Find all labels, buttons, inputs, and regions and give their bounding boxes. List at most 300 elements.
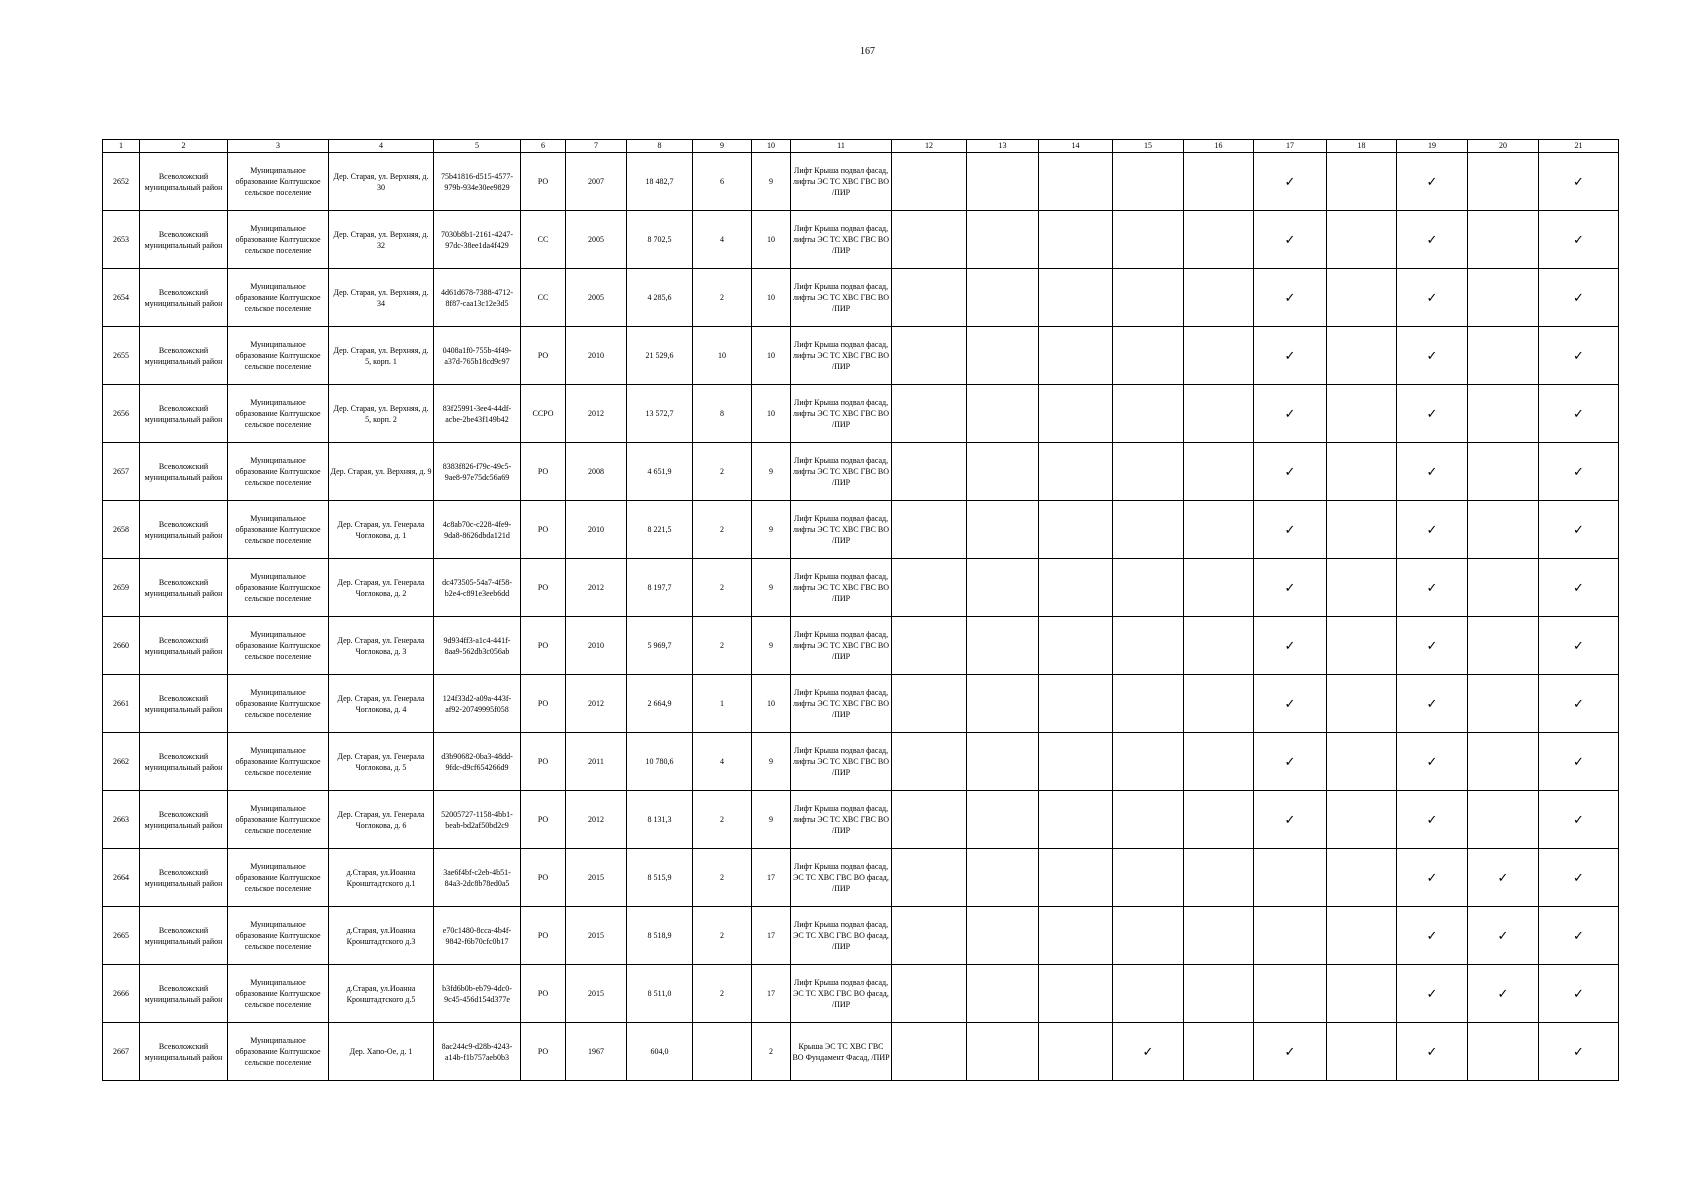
year-cell: 1967 — [566, 1023, 627, 1081]
works-cell: Лифт Крыша подвал фасад, ЭС ТС ХВС ГВС ВО фасад, /ПИР — [791, 907, 892, 965]
area-cell: 13 572,7 — [627, 385, 693, 443]
col12-cell — [892, 617, 967, 675]
col16-cell — [1184, 385, 1254, 443]
col19-cell — [1397, 791, 1468, 849]
check-mark-icon: ✓ — [1284, 347, 1296, 363]
col21-cell — [1539, 559, 1619, 617]
col16-cell — [1184, 269, 1254, 327]
settlement-cell: Муниципальное образование Колтушское сельское поселение — [228, 327, 329, 385]
district-cell: Всеволожский муниципальный район — [140, 269, 228, 327]
col13-cell — [967, 1023, 1039, 1081]
table-row — [103, 153, 1619, 211]
area-cell: 8 131,3 — [627, 791, 693, 849]
col18-cell — [1327, 733, 1397, 791]
col21-cell — [1539, 211, 1619, 269]
year-cell: 2012 — [566, 385, 627, 443]
col10-cell: 2 — [752, 1023, 791, 1081]
year-cell: 2007 — [566, 153, 627, 211]
col16-cell — [1184, 153, 1254, 211]
check-mark-icon: ✓ — [1284, 289, 1296, 305]
col13-cell — [967, 849, 1039, 907]
col18-cell — [1327, 211, 1397, 269]
table-row — [103, 501, 1619, 559]
col21-cell — [1539, 1023, 1619, 1081]
district-cell: Всеволожский муниципальный район — [140, 501, 228, 559]
col16-cell — [1184, 907, 1254, 965]
col9-cell: 2 — [693, 907, 752, 965]
area-cell: 4 285,6 — [627, 269, 693, 327]
register-table — [102, 139, 1619, 1081]
works-cell: Лифт Крыша подвал фасад, лифты ЭС ТС ХВС ГВС ВО /ПИР — [791, 791, 892, 849]
check-mark-icon: ✓ — [1426, 231, 1438, 247]
row-number: 2664 — [103, 849, 140, 907]
col13-cell — [967, 791, 1039, 849]
works-cell: Лифт Крыша подвал фасад, лифты ЭС ТС ХВС ГВС ВО /ПИР — [791, 617, 892, 675]
col15-cell — [1113, 791, 1184, 849]
col20-cell — [1468, 501, 1539, 559]
house-id-cell: 4c8ab70c-c228-4fe9-9da8-8626dbda121d — [434, 501, 521, 559]
col15-cell — [1113, 443, 1184, 501]
year-cell: 2015 — [566, 965, 627, 1023]
col14-cell — [1039, 617, 1113, 675]
col15-cell — [1113, 559, 1184, 617]
year-cell: 2012 — [566, 675, 627, 733]
col9-cell: 4 — [693, 211, 752, 269]
works-cell: Лифт Крыша подвал фасад, лифты ЭС ТС ХВС ГВС ВО /ПИР — [791, 211, 892, 269]
column-header-11: 11 — [791, 140, 892, 153]
column-header-4: 4 — [329, 140, 434, 153]
district-cell: Всеволожский муниципальный район — [140, 791, 228, 849]
check-mark-icon: ✓ — [1573, 695, 1584, 711]
col18-cell — [1327, 269, 1397, 327]
house-id-cell: 75b41816-d515-4577-979b-934e30ee9829 — [434, 153, 521, 211]
column-header-9: 9 — [693, 140, 752, 153]
col12-cell — [892, 269, 967, 327]
col21-cell — [1539, 327, 1619, 385]
year-cell: 2008 — [566, 443, 627, 501]
col21-cell — [1539, 965, 1619, 1023]
column-header-5: 5 — [434, 140, 521, 153]
address-cell: Дер. Старая, ул. Генерала Чоглокова, д. 6 — [329, 791, 434, 849]
col14-cell — [1039, 211, 1113, 269]
check-mark-icon: ✓ — [1284, 173, 1296, 189]
col10-cell: 10 — [752, 675, 791, 733]
works-cell: Лифт Крыша подвал фасад, лифты ЭС ТС ХВС ГВС ВО /ПИР — [791, 153, 892, 211]
col15-cell — [1113, 501, 1184, 559]
district-cell: Всеволожский муниципальный район — [140, 211, 228, 269]
col16-cell — [1184, 443, 1254, 501]
district-cell: Всеволожский муниципальный район — [140, 385, 228, 443]
col10-cell: 9 — [752, 153, 791, 211]
col21-cell — [1539, 501, 1619, 559]
address-cell: Дер. Старая, ул. Генерала Чоглокова, д. 3 — [329, 617, 434, 675]
year-cell: 2015 — [566, 907, 627, 965]
check-mark-icon: ✓ — [1284, 463, 1296, 479]
col19-cell — [1397, 965, 1468, 1023]
col12-cell — [892, 733, 967, 791]
settlement-cell: Муниципальное образование Колтушское сельское поселение — [228, 211, 329, 269]
col17-cell — [1254, 965, 1327, 1023]
settlement-cell: Муниципальное образование Колтушское сельское поселение — [228, 501, 329, 559]
area-cell: 10 780,6 — [627, 733, 693, 791]
year-cell: 2010 — [566, 327, 627, 385]
col15-cell — [1113, 153, 1184, 211]
col20-cell — [1468, 1023, 1539, 1081]
col9-cell: 2 — [693, 849, 752, 907]
check-mark-icon: ✓ — [1497, 985, 1509, 1001]
table-row — [103, 269, 1619, 327]
house-id-cell: 4d61d678-7388-4712-8f87-caa13c12e3d5 — [434, 269, 521, 327]
column-header-6: 6 — [521, 140, 566, 153]
col9-cell: 8 — [693, 385, 752, 443]
col14-cell — [1039, 501, 1113, 559]
col16-cell — [1184, 1023, 1254, 1081]
table-row — [103, 443, 1619, 501]
col17-cell — [1254, 1023, 1327, 1081]
area-cell: 8 702,5 — [627, 211, 693, 269]
col19-cell — [1397, 733, 1468, 791]
works-cell: Лифт Крыша подвал фасад, лифты ЭС ТС ХВС ГВС ВО /ПИР — [791, 501, 892, 559]
settlement-cell: Муниципальное образование Колтушское сельское поселение — [228, 791, 329, 849]
col14-cell — [1039, 269, 1113, 327]
col12-cell — [892, 153, 967, 211]
col18-cell — [1327, 675, 1397, 733]
year-cell: 2005 — [566, 211, 627, 269]
col21-cell — [1539, 443, 1619, 501]
house-id-cell: 52005727-1158-4bb1-beab-bd2af50bd2c9 — [434, 791, 521, 849]
col19-cell — [1397, 327, 1468, 385]
col14-cell — [1039, 907, 1113, 965]
check-mark-icon: ✓ — [1284, 231, 1296, 247]
district-cell: Всеволожский муниципальный район — [140, 153, 228, 211]
col17-cell — [1254, 675, 1327, 733]
check-mark-icon: ✓ — [1284, 521, 1296, 537]
col15-cell — [1113, 269, 1184, 327]
col12-cell — [892, 907, 967, 965]
col13-cell — [967, 443, 1039, 501]
area-cell: 8 221,5 — [627, 501, 693, 559]
house-id-cell: 3ae6f4bf-c2eb-4b51-84a3-2dc8b78ed0a5 — [434, 849, 521, 907]
type-cell: РО — [521, 617, 566, 675]
check-mark-icon: ✓ — [1573, 405, 1584, 421]
column-header-15: 15 — [1113, 140, 1184, 153]
col17-cell — [1254, 153, 1327, 211]
year-cell: 2012 — [566, 559, 627, 617]
col18-cell — [1327, 849, 1397, 907]
house-id-cell: 124f33d2-a09a-443f-af92-20749995f058 — [434, 675, 521, 733]
col15-cell — [1113, 211, 1184, 269]
district-cell: Всеволожский муниципальный район — [140, 965, 228, 1023]
year-cell: 2005 — [566, 269, 627, 327]
house-id-cell: dc473505-54a7-4f58-b2e4-c891e3eeb6dd — [434, 559, 521, 617]
col18-cell — [1327, 559, 1397, 617]
col12-cell — [892, 211, 967, 269]
row-number: 2662 — [103, 733, 140, 791]
house-id-cell: e70c1480-8cca-4b4f-9842-f6b70cfc0b17 — [434, 907, 521, 965]
area-cell: 604,0 — [627, 1023, 693, 1081]
col13-cell — [967, 211, 1039, 269]
check-mark-icon: ✓ — [1426, 173, 1438, 189]
col19-cell — [1397, 907, 1468, 965]
house-id-cell: 7030b8b1-2161-4247-97dc-38ee1da4f429 — [434, 211, 521, 269]
check-mark-icon: ✓ — [1573, 463, 1584, 479]
type-cell: ССРО — [521, 385, 566, 443]
col18-cell — [1327, 385, 1397, 443]
col18-cell — [1327, 1023, 1397, 1081]
house-id-cell: 9d934ff3-a1c4-441f-8aa9-562db3c056ab — [434, 617, 521, 675]
col19-cell — [1397, 501, 1468, 559]
works-cell: Лифт Крыша подвал фасад, лифты ЭС ТС ХВС ГВС ВО /ПИР — [791, 385, 892, 443]
column-header-17: 17 — [1254, 140, 1327, 153]
check-mark-icon: ✓ — [1426, 695, 1438, 711]
check-mark-icon: ✓ — [1573, 289, 1584, 305]
check-mark-icon: ✓ — [1426, 927, 1438, 943]
address-cell: д.Старая, ул.Иоанна Кронштадтского д.1 — [329, 849, 434, 907]
col20-cell — [1468, 153, 1539, 211]
address-cell: Дер. Старая, ул. Верхняя, д. 32 — [329, 211, 434, 269]
col21-cell — [1539, 849, 1619, 907]
type-cell: РО — [521, 675, 566, 733]
column-header-16: 16 — [1184, 140, 1254, 153]
col12-cell — [892, 849, 967, 907]
col15-cell — [1113, 675, 1184, 733]
table-row — [103, 211, 1619, 269]
check-mark-icon: ✓ — [1426, 1043, 1438, 1059]
type-cell: РО — [521, 327, 566, 385]
area-cell: 4 651,9 — [627, 443, 693, 501]
col12-cell — [892, 327, 967, 385]
district-cell: Всеволожский муниципальный район — [140, 733, 228, 791]
address-cell: Дер. Хапо-Ое, д. 1 — [329, 1023, 434, 1081]
table-row — [103, 1023, 1619, 1081]
col21-cell — [1539, 675, 1619, 733]
settlement-cell: Муниципальное образование Колтушское сельское поселение — [228, 385, 329, 443]
area-cell: 8 511,0 — [627, 965, 693, 1023]
col9-cell: 6 — [693, 153, 752, 211]
column-header-8: 8 — [627, 140, 693, 153]
col18-cell — [1327, 965, 1397, 1023]
check-mark-icon: ✓ — [1426, 289, 1438, 305]
column-header-7: 7 — [566, 140, 627, 153]
row-number: 2657 — [103, 443, 140, 501]
table-row — [103, 849, 1619, 907]
col20-cell — [1468, 269, 1539, 327]
col9-cell: 2 — [693, 791, 752, 849]
table-row — [103, 791, 1619, 849]
col15-cell — [1113, 385, 1184, 443]
col12-cell — [892, 559, 967, 617]
header-row — [103, 140, 1619, 153]
col14-cell — [1039, 849, 1113, 907]
check-mark-icon: ✓ — [1426, 347, 1438, 363]
row-number: 2656 — [103, 385, 140, 443]
col19-cell — [1397, 385, 1468, 443]
area-cell: 8 197,7 — [627, 559, 693, 617]
col12-cell — [892, 675, 967, 733]
area-cell: 8 515,9 — [627, 849, 693, 907]
check-mark-icon: ✓ — [1573, 637, 1584, 653]
col21-cell — [1539, 269, 1619, 327]
col14-cell — [1039, 675, 1113, 733]
check-mark-icon: ✓ — [1426, 753, 1438, 769]
address-cell: д.Старая, ул.Иоанна Кронштадтского д.3 — [329, 907, 434, 965]
col16-cell — [1184, 791, 1254, 849]
col13-cell — [967, 559, 1039, 617]
col9-cell: 2 — [693, 617, 752, 675]
col13-cell — [967, 965, 1039, 1023]
area-cell: 18 482,7 — [627, 153, 693, 211]
col9-cell: 4 — [693, 733, 752, 791]
type-cell: РО — [521, 501, 566, 559]
table-row — [103, 907, 1619, 965]
col17-cell — [1254, 385, 1327, 443]
col19-cell — [1397, 443, 1468, 501]
col18-cell — [1327, 443, 1397, 501]
col17-cell — [1254, 733, 1327, 791]
col10-cell: 9 — [752, 501, 791, 559]
row-number: 2661 — [103, 675, 140, 733]
works-cell: Лифт Крыша подвал фасад, лифты ЭС ТС ХВС ГВС ВО /ПИР — [791, 733, 892, 791]
col17-cell — [1254, 443, 1327, 501]
col9-cell: 10 — [693, 327, 752, 385]
column-header-21: 21 — [1539, 140, 1619, 153]
col12-cell — [892, 791, 967, 849]
col18-cell — [1327, 907, 1397, 965]
settlement-cell: Муниципальное образование Колтушское сельское поселение — [228, 153, 329, 211]
row-number: 2665 — [103, 907, 140, 965]
col10-cell: 9 — [752, 443, 791, 501]
col20-cell — [1468, 211, 1539, 269]
col19-cell — [1397, 211, 1468, 269]
type-cell: РО — [521, 791, 566, 849]
col16-cell — [1184, 559, 1254, 617]
col14-cell — [1039, 327, 1113, 385]
type-cell: РО — [521, 733, 566, 791]
col13-cell — [967, 675, 1039, 733]
col13-cell — [967, 385, 1039, 443]
col16-cell — [1184, 501, 1254, 559]
type-cell: РО — [521, 443, 566, 501]
works-cell: Лифт Крыша подвал фасад, лифты ЭС ТС ХВС ГВС ВО /ПИР — [791, 269, 892, 327]
col20-cell — [1468, 907, 1539, 965]
column-header-10: 10 — [752, 140, 791, 153]
check-mark-icon: ✓ — [1284, 695, 1296, 711]
check-mark-icon: ✓ — [1284, 811, 1296, 827]
check-mark-icon: ✓ — [1573, 521, 1584, 537]
col17-cell — [1254, 501, 1327, 559]
house-id-cell: 83f25991-3ee4-44df-acbe-2be43f149b42 — [434, 385, 521, 443]
col10-cell: 10 — [752, 327, 791, 385]
column-header-19: 19 — [1397, 140, 1468, 153]
col14-cell — [1039, 559, 1113, 617]
col16-cell — [1184, 733, 1254, 791]
check-mark-icon: ✓ — [1573, 985, 1584, 1001]
check-mark-icon: ✓ — [1284, 1043, 1296, 1059]
check-mark-icon: ✓ — [1573, 347, 1584, 363]
type-cell: РО — [521, 1023, 566, 1081]
col21-cell — [1539, 153, 1619, 211]
type-cell: РО — [521, 559, 566, 617]
col20-cell — [1468, 559, 1539, 617]
col18-cell — [1327, 617, 1397, 675]
check-mark-icon: ✓ — [1426, 811, 1438, 827]
col9-cell: 1 — [693, 675, 752, 733]
check-mark-icon: ✓ — [1573, 579, 1584, 595]
col10-cell: 17 — [752, 965, 791, 1023]
column-header-18: 18 — [1327, 140, 1397, 153]
area-cell: 8 518,9 — [627, 907, 693, 965]
type-cell: СС — [521, 211, 566, 269]
column-header-2: 2 — [140, 140, 228, 153]
settlement-cell: Муниципальное образование Колтушское сельское поселение — [228, 675, 329, 733]
row-number: 2660 — [103, 617, 140, 675]
col9-cell: 2 — [693, 501, 752, 559]
check-mark-icon: ✓ — [1573, 869, 1584, 885]
district-cell: Всеволожский муниципальный район — [140, 443, 228, 501]
col14-cell — [1039, 733, 1113, 791]
address-cell: Дер. Старая, ул. Верхняя, д. 30 — [329, 153, 434, 211]
check-mark-icon: ✓ — [1284, 753, 1296, 769]
settlement-cell: Муниципальное образование Колтушское сельское поселение — [228, 1023, 329, 1081]
col16-cell — [1184, 965, 1254, 1023]
column-header-12: 12 — [892, 140, 967, 153]
col12-cell — [892, 385, 967, 443]
settlement-cell: Муниципальное образование Колтушское сельское поселение — [228, 443, 329, 501]
house-id-cell: 8ac244c9-d28b-4243-a14b-f1b757aeb0b3 — [434, 1023, 521, 1081]
house-id-cell: 8383f826-f79c-49c5-9ae8-97e75dc56a69 — [434, 443, 521, 501]
col15-cell — [1113, 965, 1184, 1023]
col19-cell — [1397, 153, 1468, 211]
check-mark-icon: ✓ — [1426, 521, 1438, 537]
table-row — [103, 617, 1619, 675]
col19-cell — [1397, 269, 1468, 327]
district-cell: Всеволожский муниципальный район — [140, 675, 228, 733]
col21-cell — [1539, 617, 1619, 675]
column-header-13: 13 — [967, 140, 1039, 153]
district-cell: Всеволожский муниципальный район — [140, 559, 228, 617]
col10-cell: 10 — [752, 269, 791, 327]
address-cell: Дер. Старая, ул. Верхняя, д. 34 — [329, 269, 434, 327]
works-cell: Лифт Крыша подвал фасад, лифты ЭС ТС ХВС ГВС ВО /ПИР — [791, 559, 892, 617]
col17-cell — [1254, 269, 1327, 327]
settlement-cell: Муниципальное образование Колтушское сельское поселение — [228, 559, 329, 617]
col13-cell — [967, 617, 1039, 675]
row-number: 2658 — [103, 501, 140, 559]
col15-cell — [1113, 733, 1184, 791]
col10-cell: 17 — [752, 849, 791, 907]
col14-cell — [1039, 1023, 1113, 1081]
check-mark-icon: ✓ — [1426, 985, 1438, 1001]
type-cell: РО — [521, 153, 566, 211]
col21-cell — [1539, 385, 1619, 443]
col14-cell — [1039, 791, 1113, 849]
col15-cell — [1113, 849, 1184, 907]
col20-cell — [1468, 385, 1539, 443]
check-mark-icon: ✓ — [1142, 1043, 1154, 1059]
col19-cell — [1397, 675, 1468, 733]
col10-cell: 9 — [752, 617, 791, 675]
col20-cell — [1468, 849, 1539, 907]
works-cell: Лифт Крыша подвал фасад, ЭС ТС ХВС ГВС ВО фасад, /ПИР — [791, 965, 892, 1023]
address-cell: Дер. Старая, ул. Верхняя, д. 5, корп. 2 — [329, 385, 434, 443]
col19-cell — [1397, 849, 1468, 907]
col9-cell — [693, 1023, 752, 1081]
col15-cell — [1113, 327, 1184, 385]
col21-cell — [1539, 733, 1619, 791]
col17-cell — [1254, 791, 1327, 849]
check-mark-icon: ✓ — [1573, 231, 1584, 247]
check-mark-icon: ✓ — [1284, 637, 1296, 653]
